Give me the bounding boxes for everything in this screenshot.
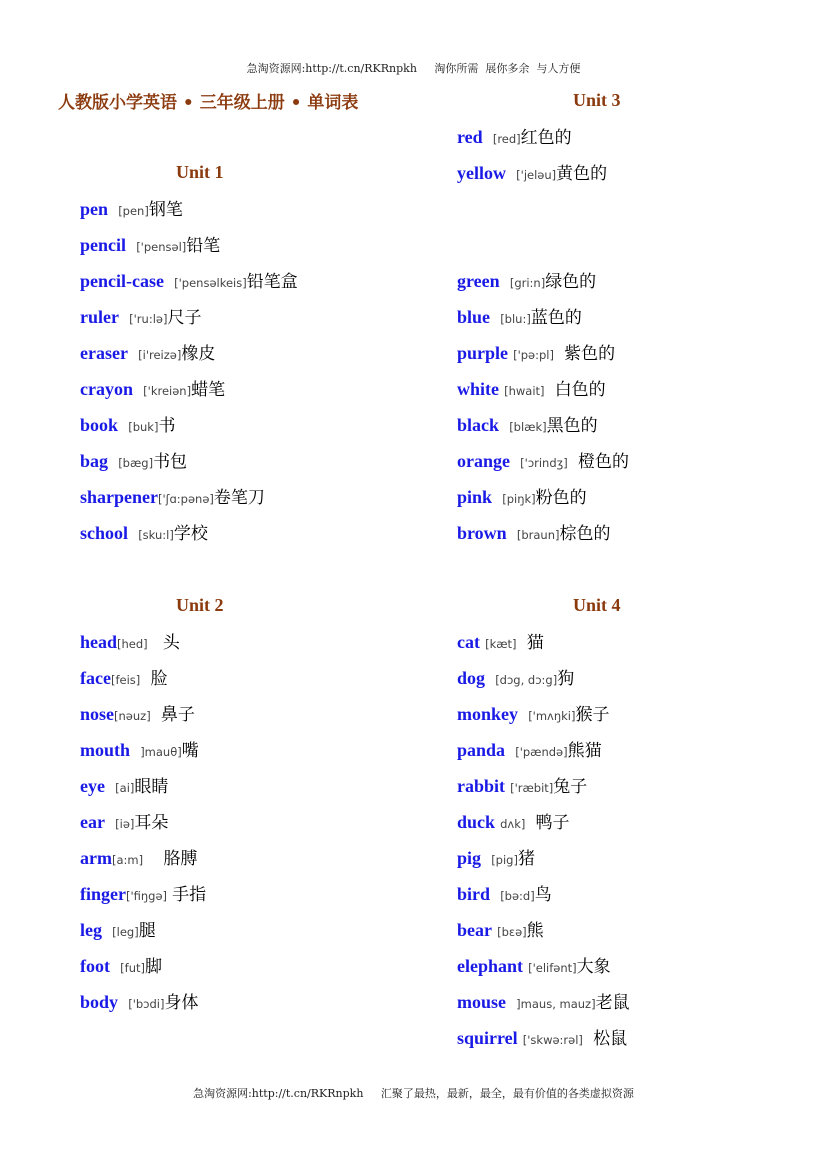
vocab-row [457,302,582,332]
vocab-word: panda [457,740,506,760]
spacer [130,741,140,760]
vocab-meaning: 熊猫 [567,741,602,761]
vocab-phonetic: [red] [492,132,521,146]
vocab-word: duck [457,812,496,832]
vocab-phonetic: [hwait] [504,384,545,398]
vocab-meaning: 白色的 [554,380,606,400]
vocab-word: monkey [457,704,519,724]
vocab-row [80,735,199,765]
spacer [545,380,555,399]
vocab-row [80,627,180,657]
spacer [518,705,528,724]
vocab-meaning: 耳朵 [134,813,169,833]
vocab-row [80,699,195,729]
vocab-phonetic: [feis] [110,673,141,687]
vocab-word: black [457,415,500,435]
unit-2-heading: Unit 2 [176,595,224,615]
vocab-phonetic: [kæt] [485,637,517,651]
vocab-phonetic: [sku:l] [138,528,174,542]
vocab-meaning: 眼睛 [134,777,169,797]
vocab-meaning: 尺子 [167,308,202,328]
vocab-meaning: 书包 [153,452,188,472]
unit-4-heading: Unit 4 [573,595,621,615]
vocab-word: dog [457,668,486,688]
vocab-meaning: 腿 [138,921,156,941]
vocab-meaning: 手指 [172,885,207,905]
vocab-row [457,158,607,188]
vocab-row [80,302,201,332]
vocab-word: foot [80,956,110,976]
vocab-phonetic: ['skwə:rəl] [522,1033,583,1047]
spacer [105,813,115,832]
spacer [102,921,112,940]
unit-1-heading: Unit 1 [176,162,224,182]
vocab-row [457,843,535,873]
vocab-phonetic: ]mauθ] [140,745,182,759]
vocab-row [80,879,206,909]
vocab-row [457,879,552,909]
vocab-phonetic: ['jeləu] [516,168,557,182]
vocab-word: arm [80,848,112,868]
vocab-word: orange [457,451,510,471]
vocab-word: pencil [80,235,127,255]
spacer [485,669,495,688]
vocab-meaning: 鸟 [534,885,552,905]
vocab-row [457,374,606,404]
vocab-phonetic: ['elifənt] [528,961,577,975]
vocab-phonetic: ['ræbit] [510,781,554,795]
vocab-row [457,699,609,729]
vocab-phonetic: ['kreiən] [143,384,192,398]
vocab-row [457,410,598,440]
vocab-row [80,807,168,837]
vocab-word: face [80,668,111,688]
vocab-row [80,410,175,440]
spacer [118,993,128,1012]
vocab-word: ear [80,812,105,832]
vocab-meaning: 卷笔刀 [213,488,265,508]
vocab-row [80,771,168,801]
vocab-phonetic: ['pensəlkeis] [174,276,247,290]
spacer [517,633,527,652]
vocab-phonetic: [blæk] [509,420,547,434]
vocab-row [80,338,215,368]
spacer [490,885,500,904]
spacer [510,452,520,471]
spacer [583,1029,593,1048]
vocab-phonetic: ['mʌŋki] [528,709,576,723]
spacer [118,416,128,435]
unit-3-heading: Unit 3 [573,90,621,110]
vocab-word: blue [457,307,491,327]
spacer [110,957,120,976]
vocab-meaning: 大象 [576,957,611,977]
vocab-meaning: 黑色的 [546,416,598,436]
page-footer-note: 急淘资源网:http://t.cn/RKRnpkh 汇聚了最热，最新，最全，最有价值的各类虚拟资源 [193,1087,634,1100]
vocab-row [457,266,596,296]
vocab-word: body [80,992,119,1012]
vocab-meaning: 熊 [526,921,544,941]
vocab-phonetic: ['pə:pl] [513,348,554,362]
vocab-word: red [457,127,483,147]
vocab-phonetic: [buk] [128,420,159,434]
vocab-meaning: 绿色的 [545,272,597,292]
spacer [108,452,118,471]
spacer [506,993,516,1012]
vocab-word: finger [80,884,126,904]
vocab-meaning: 猪 [517,849,535,869]
vocab-meaning: 松鼠 [593,1029,628,1049]
vocab-word: rabbit [457,776,506,796]
vocab-word: cat [457,632,480,652]
vocab-phonetic: ['bɔdi] [128,997,165,1011]
vocab-phonetic: ['ɔrindʒ] [520,456,568,470]
vocab-word: pig [457,848,482,868]
vocab-word: purple [457,343,509,363]
vocab-word: eraser [80,343,128,363]
vocab-word: mouth [80,740,131,760]
vocab-word: sharpener [80,487,158,507]
vocab-row [80,663,167,693]
spacer [506,164,516,183]
vocab-row [80,987,198,1017]
vocab-row [457,482,587,512]
vocab-meaning: 鸭子 [535,813,570,833]
spacer [164,272,174,291]
vocab-phonetic: [pig] [491,853,518,867]
vocab-word: crayon [80,379,133,399]
vocab-meaning: 胳膊 [163,849,198,869]
vocab-meaning: 粉色的 [535,488,587,508]
spacer [505,741,515,760]
vocab-word: head [80,632,118,652]
vocab-word: green [457,271,500,291]
document-title: 人教版小学英语 • 三年级上册 • 单词表 [58,93,359,113]
vocab-row [80,951,162,981]
vocab-meaning: 书 [158,416,176,436]
vocab-meaning: 头 [162,633,180,653]
vocab-row [80,843,197,873]
vocab-meaning: 铅笔盒 [246,272,298,292]
vocab-phonetic: [bæg] [118,456,154,470]
vocab-row [457,735,602,765]
vocab-phonetic: [i'reizə] [138,348,182,362]
vocab-word: pencil-case [80,271,164,291]
vocab-word: white [457,379,499,399]
spacer [148,633,163,652]
spacer [151,705,161,724]
vocab-meaning: 黄色的 [556,164,608,184]
spacer [133,380,143,399]
vocab-meaning: 橡皮 [181,344,216,364]
spacer [490,308,500,327]
vocab-meaning: 猫 [526,633,544,653]
vocab-row [457,122,572,152]
spacer [492,488,502,507]
vocab-row [457,518,611,548]
vocab-phonetic: ['ʃɑ:pənə] [158,492,214,506]
vocab-word: nose [80,704,115,724]
vocab-row [457,338,615,368]
vocab-meaning: 红色的 [520,128,572,148]
vocab-word: eye [80,776,105,796]
vocab-word: bear [457,920,492,940]
vocab-word: bird [457,884,491,904]
vocab-meaning: 紫色的 [564,344,616,364]
vocab-row [457,951,611,981]
vocab-phonetic: ['ru:lə] [129,312,168,326]
vocab-meaning: 钢笔 [148,200,183,220]
vocab-row [80,446,187,476]
vocab-phonetic: dʌk] [500,817,526,831]
spacer [525,813,535,832]
spacer [481,849,491,868]
vocab-row [457,915,544,945]
vocab-meaning: 鼻子 [160,705,195,725]
vocab-meaning: 脸 [150,669,168,689]
spacer [500,272,510,291]
page-header-note: 急淘资源网:http://t.cn/RKRnpkh 淘你所需 展你多余 与人方便 [246,62,581,75]
vocab-row [457,663,574,693]
vocab-word: bag [80,451,109,471]
vocab-meaning: 学校 [173,524,208,544]
vocab-phonetic: [bə:d] [500,889,535,903]
vocab-phonetic: [braun] [516,528,560,542]
vocab-phonetic: [piŋk] [502,492,536,506]
vocab-phonetic: [bεə] [497,925,527,939]
vocab-meaning: 橙色的 [577,452,629,472]
vocab-word: book [80,415,119,435]
vocab-row [457,1023,627,1053]
vocab-word: pink [457,487,493,507]
spacer [105,777,115,796]
vocab-phonetic: [ai] [115,781,135,795]
vocab-meaning: 兔子 [553,777,588,797]
vocab-word: yellow [457,163,506,183]
vocab-meaning: 身体 [164,993,199,1013]
vocab-phonetic: ['fiŋgə] [125,889,168,903]
spacer [499,416,509,435]
vocab-row [457,446,629,476]
vocab-phonetic: [gri:n] [509,276,546,290]
vocab-word: brown [457,523,507,543]
vocab-phonetic: [pen] [118,204,149,218]
vocab-meaning: 猴子 [575,705,610,725]
vocab-phonetic: [dɔg, dɔ:g] [495,673,558,687]
spacer [554,344,564,363]
vocab-row [80,230,220,260]
spacer [128,344,138,363]
vocab-word: school [80,523,129,543]
vocab-word: ruler [80,307,119,327]
vocab-phonetic: [leg] [112,925,139,939]
vocab-meaning: 蓝色的 [530,308,582,328]
vocab-phonetic: ['pændə] [515,745,568,759]
vocab-phonetic: [hed] [117,637,148,651]
spacer [108,200,118,219]
vocab-row [80,915,156,945]
vocab-word: mouse [457,992,506,1012]
vocab-row [457,627,544,657]
vocab-word: squirrel [457,1028,518,1048]
vocab-row [457,807,570,837]
vocab-word: pen [80,199,109,219]
vocab-meaning: 棕色的 [559,524,611,544]
vocab-phonetic: [blu:] [500,312,531,326]
vocab-word: elephant [457,956,524,976]
vocab-row [457,771,587,801]
vocab-phonetic: [a:m] [111,853,144,867]
vocab-row [457,987,630,1017]
vocab-phonetic: [fut] [120,961,145,975]
vocab-phonetic: ['pensəl] [136,240,187,254]
vocab-meaning: 蜡笔 [191,380,226,400]
spacer [568,452,578,471]
spacer [128,524,138,543]
vocab-meaning: 铅笔 [186,236,221,256]
vocab-row [80,482,265,512]
vocab-phonetic: [nəuz] [114,709,151,723]
spacer [140,669,150,688]
spacer [126,236,136,255]
spacer [507,524,517,543]
vocab-row [80,374,225,404]
spacer [143,849,163,868]
vocab-phonetic: [iə] [115,817,135,831]
spacer [483,128,493,147]
vocab-row [80,194,183,224]
vocab-meaning: 狗 [557,669,575,689]
spacer [119,308,129,327]
vocab-meaning: 脚 [145,957,162,977]
vocab-meaning: 老鼠 [595,993,630,1013]
vocab-phonetic: ]maus, mauz] [516,997,596,1011]
vocab-row [80,518,208,548]
vocab-row [80,266,298,296]
vocab-word: leg [80,920,102,940]
vocab-meaning: 嘴 [181,741,199,761]
